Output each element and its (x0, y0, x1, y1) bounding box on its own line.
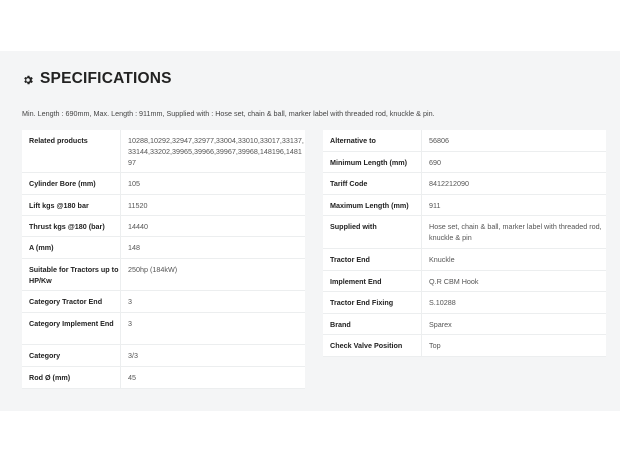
spec-table-left (22, 130, 305, 389)
table-row (323, 271, 606, 292)
spec-label: Tariff Code (323, 173, 422, 194)
spec-value: 3 (128, 319, 132, 328)
spec-value: 148 (128, 243, 140, 252)
spec-label: Lift kgs @180 bar (22, 195, 121, 215)
spec-label: Minimum Length (mm) (323, 152, 422, 172)
spec-value: 690 (429, 158, 441, 167)
spec-value: Q.R CBM Hook (429, 277, 479, 286)
spec-label: Brand (323, 314, 422, 334)
spec-label: Suitable for Tractors up to HP/Kw (22, 259, 121, 290)
spec-value: 45 (128, 373, 136, 382)
table-row (22, 313, 305, 345)
table-row (22, 259, 305, 291)
table-row (323, 173, 606, 195)
spec-value: 8412212090 (429, 179, 469, 188)
table-row (22, 237, 305, 259)
spec-label: Alternative to (323, 130, 422, 151)
table-row (22, 195, 305, 216)
spec-value: 14440 (128, 222, 148, 231)
gear-icon (22, 73, 34, 85)
table-row (323, 216, 606, 249)
table-row (323, 130, 606, 152)
spec-value: 3/3 (128, 351, 138, 360)
table-row (323, 152, 606, 173)
spec-label: Category (22, 345, 121, 366)
spec-label: Implement End (323, 271, 422, 291)
spec-value: 911 (429, 201, 441, 210)
spec-label: Cylinder Bore (mm) (22, 173, 121, 194)
table-row (323, 249, 606, 271)
table-row (323, 292, 606, 314)
spec-value: Top (429, 341, 441, 350)
spec-summary: Min. Length : 690mm, Max. Length : 911mm, Supplied with : Hose set, chain & ball, marker label with threaded rod, knuckle & pin. (22, 109, 435, 118)
spec-label: Category Implement End (22, 313, 121, 344)
table-row (22, 130, 305, 173)
spec-value: 250hp (184kW) (128, 265, 178, 274)
spec-label: Tractor End (323, 249, 422, 270)
table-row (323, 195, 606, 216)
table-row (22, 173, 305, 195)
section-title-text: SPECIFICATIONS (40, 70, 172, 87)
spec-label: Category Tractor End (22, 291, 121, 312)
spec-value: Knuckle (429, 255, 455, 264)
spec-value: 3 (128, 297, 132, 306)
spec-value: S.10288 (429, 298, 456, 307)
spec-label: Supplied with (323, 216, 422, 248)
spec-label: Tractor End Fixing (323, 292, 422, 313)
spec-label: Maximum Length (mm) (323, 195, 422, 215)
spec-label: Check Valve Position (323, 335, 422, 356)
spec-label: Related products (22, 130, 121, 172)
spec-value: 11520 (128, 201, 148, 210)
spec-label: Thrust kgs @180 (bar) (22, 216, 121, 236)
table-row (323, 314, 606, 335)
table-row (22, 291, 305, 313)
table-row (22, 367, 305, 389)
spec-value: 56806 (429, 136, 449, 145)
spec-label: A (mm) (22, 237, 121, 258)
spec-value: Hose set, chain & ball, marker label with threaded rod, knuckle & pin (429, 222, 602, 242)
spec-value: 10288,10292,32947,32977,33004,33010,33017,33137,33144,33202,39965,39966,39967,39968,148196,148197 (128, 136, 304, 167)
spec-table-right (323, 130, 606, 357)
spec-label: Rod Ø (mm) (22, 367, 121, 388)
table-row (22, 345, 305, 367)
table-row (323, 335, 606, 357)
table-row (22, 216, 305, 237)
section-title (22, 70, 172, 88)
spec-value: Sparex (429, 320, 452, 329)
spec-value: 105 (128, 179, 140, 188)
